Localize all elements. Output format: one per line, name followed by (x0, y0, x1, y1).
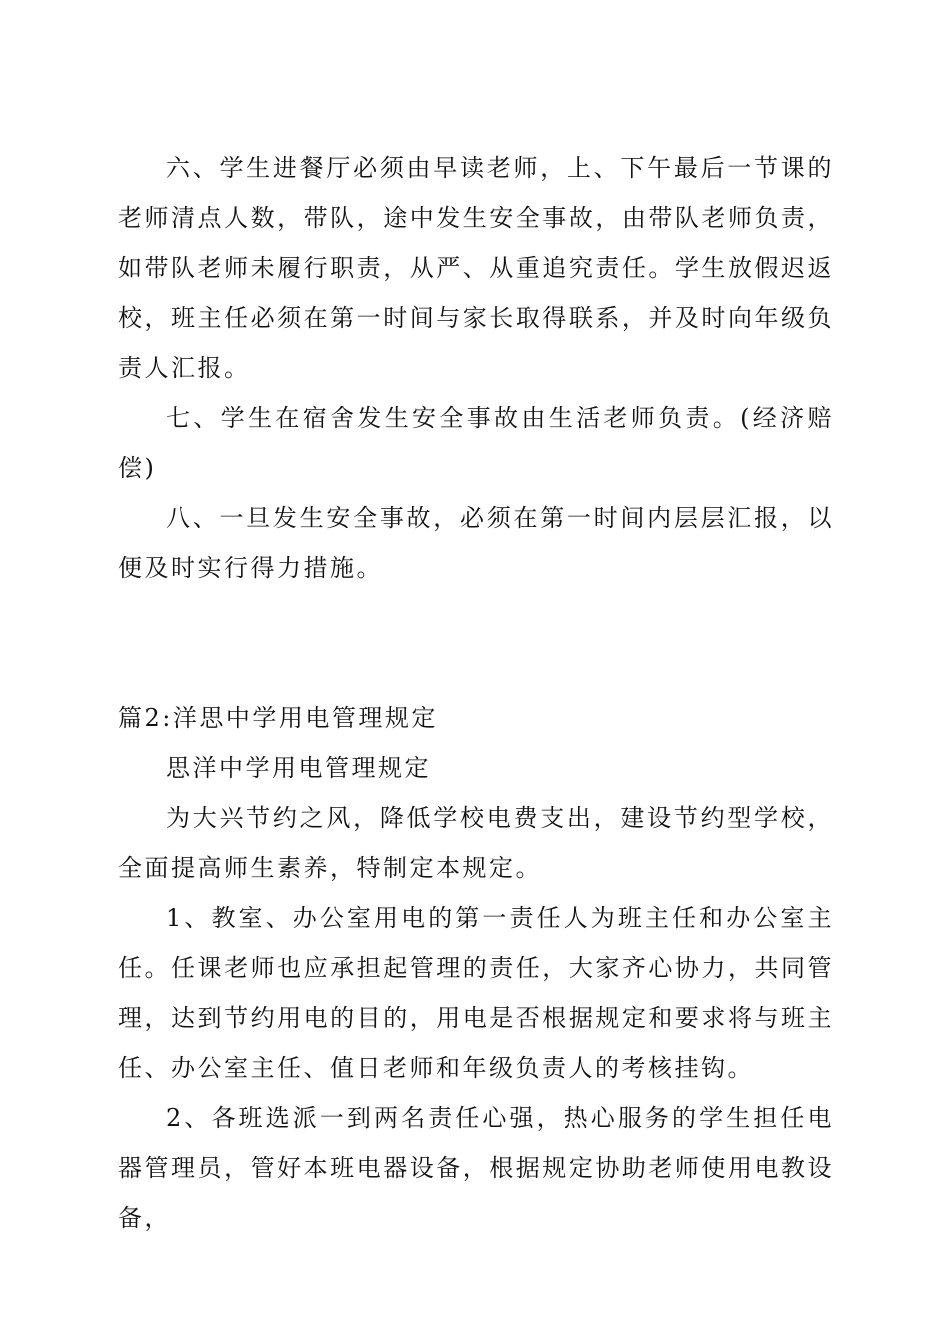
section-gap (118, 593, 834, 693)
paragraph-item-7: 七、学生在宿舍发生安全事故由生活老师负责。(经济赔偿) (118, 404, 834, 482)
document-body (118, 143, 834, 1243)
paragraph-item-8: 八、一旦发生安全事故，必须在第一时间内层层汇报，以便及时实行得力措施。 (118, 504, 834, 582)
intro-paragraph: 为大兴节约之风，降低学校电费支出，建设节约型学校，全面提高师生素养，特制定本规定。 (118, 804, 834, 882)
rule-paragraph-1: 1、教室、办公室用电的第一责任人为班主任和办公室主任。任课老师也应承担起管理的责任，大家齐心协力，共同管理，达到节约用电的目的，用电是否根据规定和要求将与班主任、办公室主任、值日老师和年级负责人的考核挂钩。 (118, 904, 834, 1082)
section-heading: 篇2:洋思中学用电管理规定 (118, 704, 438, 732)
paragraph-item-6: 六、学生进餐厅必须由早读老师，上、下午最后一节课的老师清点人数，带队，途中发生安全事故，由带队老师负责，如带队老师未履行职责，从严、从重追究责任。学生放假迟返校，班主任必须在第一时间与家长取得联系，并及时向年级负责人汇报。 (118, 154, 834, 382)
document-title: 思洋中学用电管理规定 (166, 754, 431, 782)
rule-paragraph-2: 2、各班选派一到两名责任心强，热心服务的学生担任电器管理员，管好本班电器设备，根据规定协助老师使用电教设备， (118, 1104, 834, 1232)
